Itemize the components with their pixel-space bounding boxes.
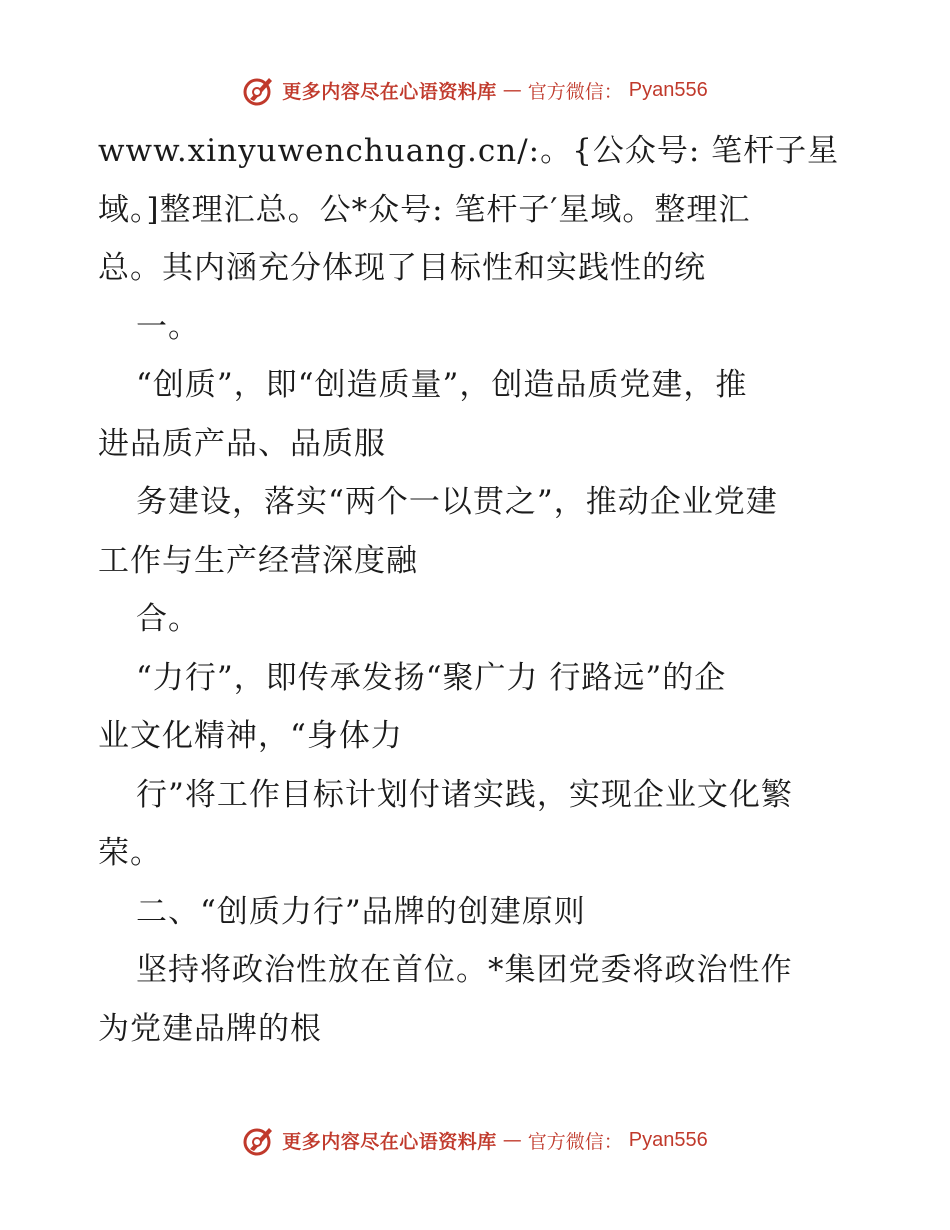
footer-wechat-handle: Pyan556 [628,1128,708,1151]
text-line: “力行”，即传承发扬“聚广力 行路远”的企 [136,659,727,696]
footer-watermark-banner [0,1120,950,1160]
text-line: 进品质产品、品质服 [98,425,386,462]
text-line: 务建设，落实“两个一以贯之”，推动企业党建 [136,484,778,520]
text-line: 工作与生产经营深度融 [98,542,418,579]
text-line: 总。其内涵充分体现了目标性和实践性的统 [98,250,706,286]
text-line: 合。 [136,601,200,637]
header-wechat-label: 官方微信： [527,80,623,103]
quill-logo-icon [242,73,276,107]
footer-separator: — [502,1129,522,1151]
text-line: 荣。 [98,835,162,871]
text-line: 为党建品牌的根 [98,1010,322,1047]
quill-logo-icon [242,1123,276,1157]
text-line: 二、“创质力行”品牌的创建原则 [136,893,586,930]
header-watermark-banner [0,70,950,110]
text-line: 业文化精神，“身体力 [98,718,403,754]
document-body [98,122,858,1058]
header-separator: — [502,79,522,101]
header-wechat-handle: Pyan556 [628,78,708,101]
text-line: 一。 [136,308,200,345]
text-line: 坚持将政治性放在首位。*集团党委将政治性作 [136,952,793,988]
text-line: “创质”，即“创造质量”，创造品质党建，推 [136,367,748,403]
text-line: 域。]整理汇总。公*众号: 笔杆子′星域。整理汇 [98,191,751,228]
text-line: 行”将工作目标计划付诸实践，实现企业文化繁 [136,776,793,813]
footer-brand-text: 更多内容尽在心语资料库 [282,1130,497,1153]
text-line: www.xinyuwenchuang.cn/:。{公众号: 笔杆子星 [98,133,840,169]
footer-wechat-label: 官方微信： [527,1130,623,1153]
header-brand-text: 更多内容尽在心语资料库 [282,80,497,103]
